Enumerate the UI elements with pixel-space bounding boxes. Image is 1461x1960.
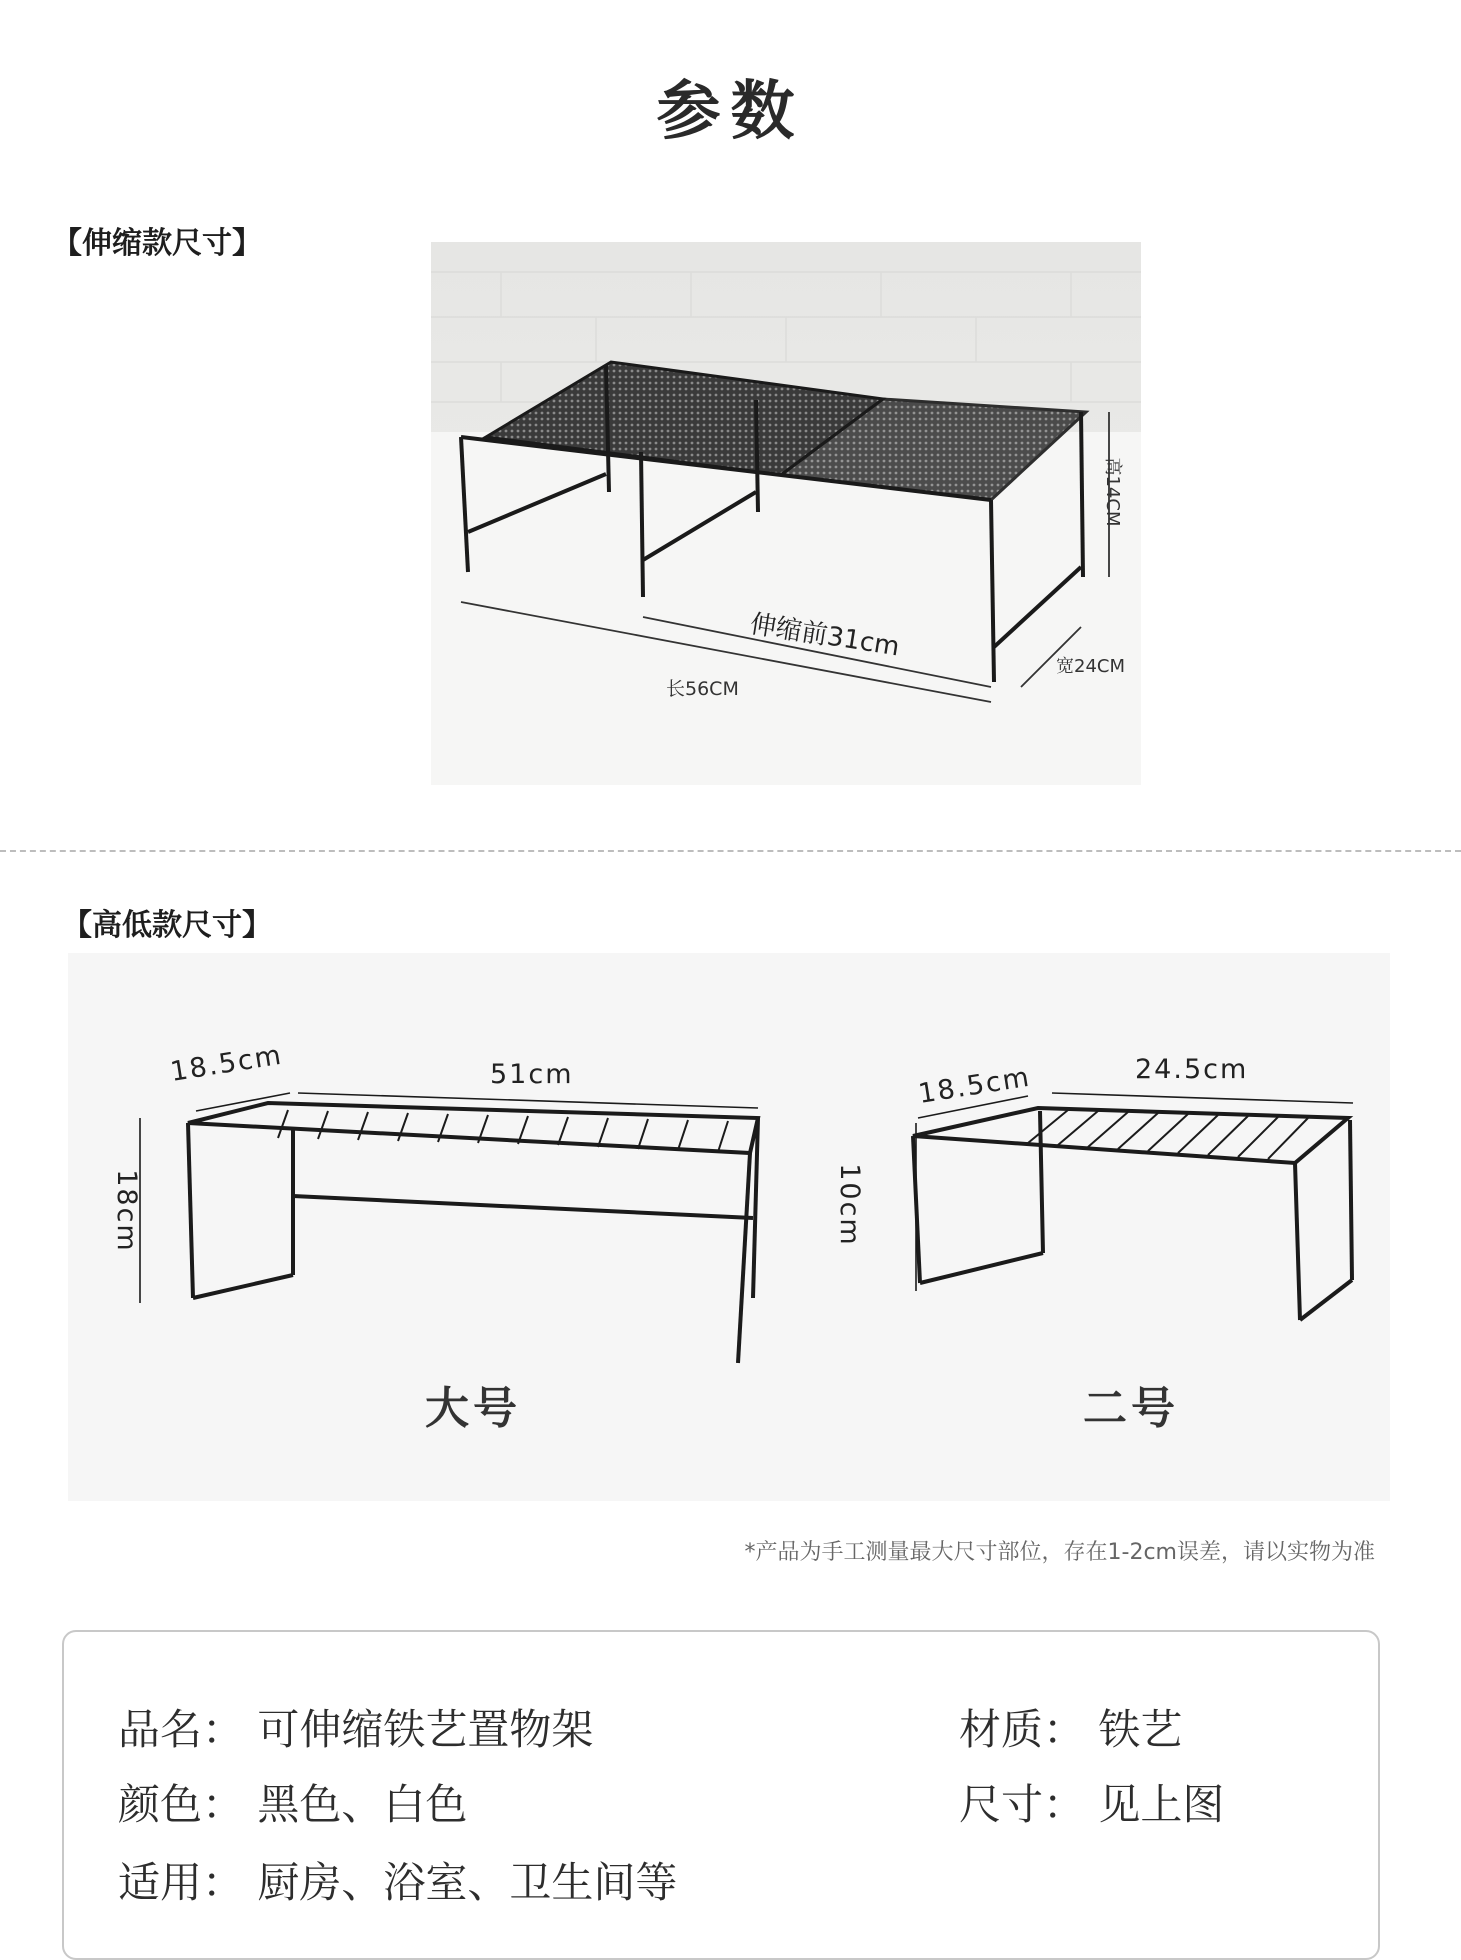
small-shelf-name: 二号 bbox=[1083, 1383, 1179, 1434]
size-row: 尺寸： 见上图 bbox=[959, 1780, 1225, 1829]
page-title: 参数 bbox=[656, 75, 805, 149]
product-name-row: 品名： 可伸缩铁艺置物架 bbox=[118, 1705, 594, 1754]
product-info-box bbox=[62, 1630, 1380, 1960]
telescopic-width-label: 宽24CM bbox=[1056, 656, 1126, 677]
tiered-section-label: 【高低款尺寸】 bbox=[62, 908, 272, 943]
tiered-shelf-drawings bbox=[68, 953, 1390, 1501]
measurement-note: *产品为手工测量最大尺寸部位，存在1-2cm误差，请以实物为准 bbox=[744, 1540, 1375, 1565]
large-shelf-drawing bbox=[188, 1103, 758, 1363]
small-length-label: 24.5cm bbox=[1135, 1054, 1249, 1085]
large-height-label: 18cm bbox=[111, 1169, 142, 1253]
small-height-label: 10cm bbox=[834, 1163, 865, 1247]
section-divider bbox=[0, 850, 1461, 852]
telescopic-before-length-label: 伸缩前31cm bbox=[747, 609, 902, 663]
material-row: 材质： 铁艺 bbox=[959, 1705, 1183, 1754]
telescopic-section-label: 【伸缩款尺寸】 bbox=[52, 226, 262, 261]
large-depth-label: 18.5cm bbox=[168, 1039, 285, 1088]
large-length-label: 51cm bbox=[490, 1059, 574, 1090]
small-depth-label: 18.5cm bbox=[916, 1061, 1033, 1110]
usage-row: 适用： 厨房、浴室、卫生间等 bbox=[118, 1858, 678, 1907]
color-row: 颜色： 黑色、白色 bbox=[118, 1780, 468, 1829]
large-shelf-name: 大号 bbox=[425, 1383, 521, 1434]
tiered-dimension-panel bbox=[68, 953, 1390, 1501]
telescopic-length-label: 长56CM bbox=[666, 678, 739, 700]
telescopic-height-label: 高14CM bbox=[1102, 457, 1123, 527]
telescopic-product-photo bbox=[431, 242, 1141, 785]
telescopic-shelf-illustration bbox=[431, 242, 1141, 785]
